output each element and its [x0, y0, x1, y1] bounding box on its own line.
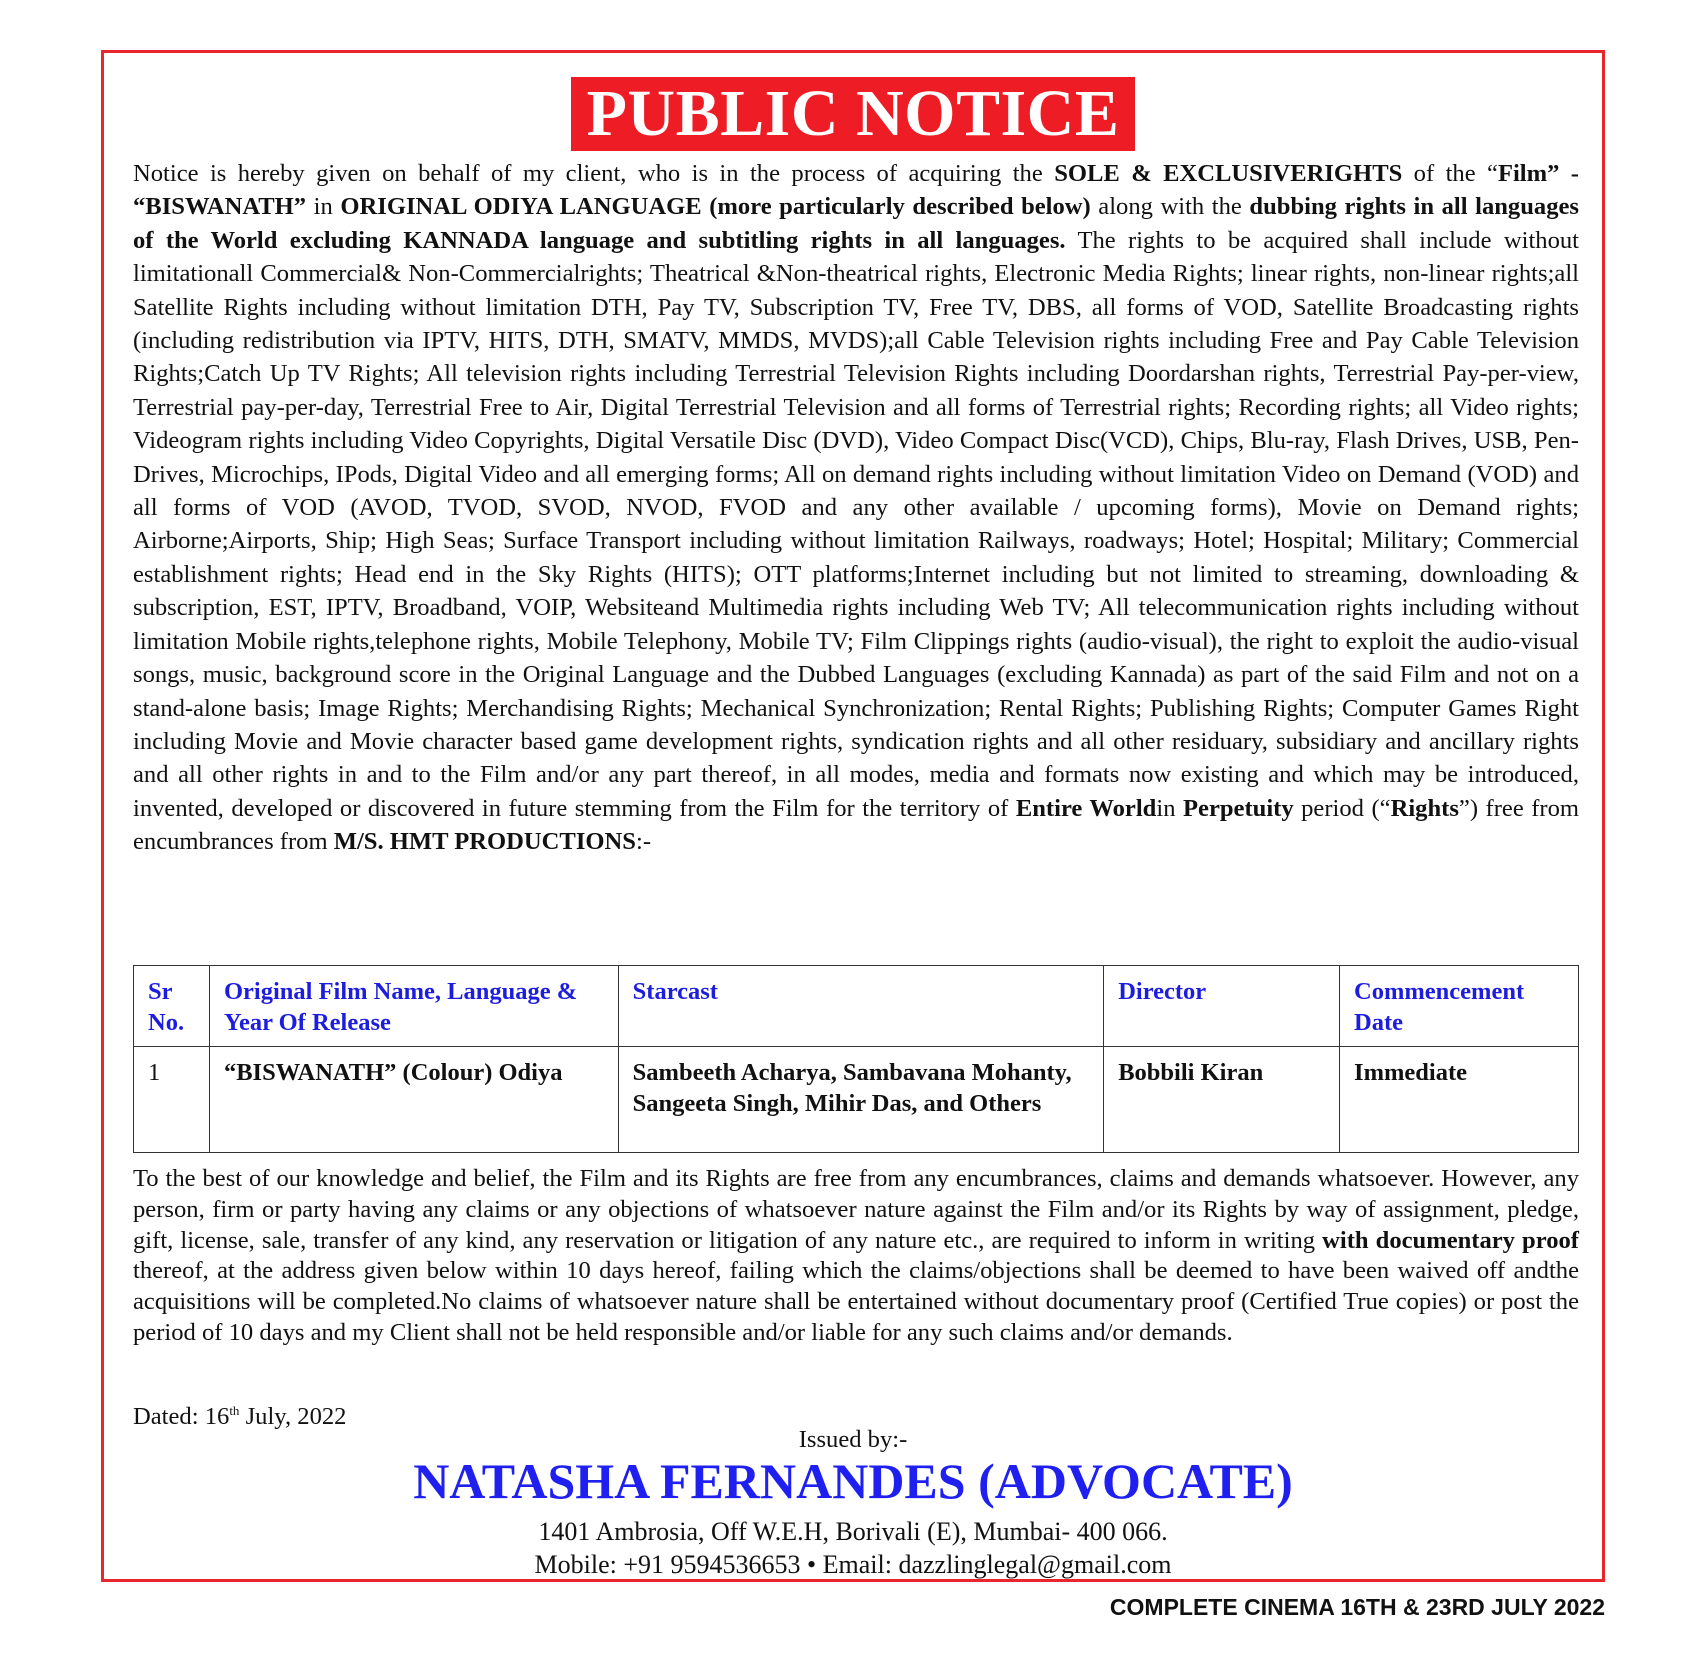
intro-text: Notice is hereby given on behalf of my client, who is in the process of acquiring the	[133, 160, 1055, 187]
title-wrap	[104, 77, 1602, 151]
header-sr: Sr No.	[134, 966, 210, 1047]
publication-footer: COMPLETE CINEMA 16TH & 23RD JULY 2022	[1109, 1594, 1605, 1620]
intro-bold: Film” - “BISWANATH”	[133, 160, 1580, 221]
intro-text: in	[1156, 794, 1183, 822]
dated-rest: July, 2022	[239, 1403, 347, 1430]
intro-bold: Perpetuity	[1183, 794, 1294, 822]
claims-bold: with documentary proof	[1322, 1226, 1579, 1254]
cell-director: Bobbili Kiran	[1104, 1047, 1340, 1153]
table-row	[134, 1047, 1579, 1153]
intro-bold: Entire World	[1015, 794, 1157, 822]
intro-text: ”) free from encumbrances from	[133, 794, 1580, 856]
table-header-row	[134, 966, 1579, 1047]
address-line: 1401 Ambrosia, Off W.E.H, Borivali (E), Mumbai- 400 066.	[538, 1517, 1168, 1546]
intro-text: The rights to be acquired shall include without limitationall Commercial& Non-Commercialrights; Theatrical &Non-theatrical rights, Electronic Media Rights; linear rights, non-linear rights;all Satellite Rights including without limitation DTH, Pay TV, Subscription TV, Free TV, DBS, all forms of VOD, Satellite Broadcasting rights (including redistribution via IPTV, HITS, DTH, SMATV, MMDS, MVDS);all Cable Television rights including Free and Pay Cable Television Rights;Catch Up TV Rights; All television rights including Terrestrial Television Rights including Doordarshan rights, Terrestrial Pay-per-view, Terrestrial pay-per-day, Terrestrial Free to Air, Digital Terrestrial Television and all forms of Terrestrial rights; Recording rights; all Video rights; Videogram rights including Video Copyrights, Digital Versatile Disc (DVD), Video Compact Disc(VCD), Chips, Blu-ray, Flash Drives, USB, Pen- Drives, Microchips, IPods, Digital Video and all emerging forms; All on demand rights including without limitation Video on Demand (VOD) and all forms of VOD (AVOD, TVOD, SVOD, NVOD, FVOD and any other available / upcoming forms), Movie on Demand rights; Airborne;Airports, Ship; High Seas; Surface Transport including without limitation Railways, roadways; Hotel; Hospital; Military; Commercial establishment rights; Head end in the Sky Rights (HITS); OTT platforms;Internet including but not limited to streaming, downloading & subscription, EST, IPTV, Broadband, VOIP, Websiteand Multimedia rights including Web TV; All telecommunication rights including without limitation Mobile rights,telephone rights, Mobile Telephony, Mobile TV; Film Clippings rights (audio-visual), the right to exploit the audio-visual songs, music, background score in the Original Language and the Dubbed Languages (excluding Kannada) as part of the said Film and not on a stand-alone basis; Image Rights; Merchandising Rights; Mechanical Synchronization; Rental Rights; Publishing Rights; Computer Games Right including Movie and Movie character based game development rights, syndication rights and all other residuary, subsidiary and ancillary rights and all other rights in and to the Film and/or any part thereof, in all modes, media and formats now existing and which may be introduced, invented, developed or discovered in future stemming from the Film for the territory of	[133, 226, 1579, 822]
cell-date: Immediate	[1340, 1047, 1579, 1153]
notice-frame	[101, 50, 1605, 1582]
cell-starcast: Sambeeth Acharya, Sambavana Mohanty, Sangeeta Singh, Mihir Das, and Others	[618, 1047, 1104, 1153]
dated-ordinal: th	[229, 1403, 240, 1418]
header-film: Original Film Name, Language & Year Of Release	[209, 966, 618, 1047]
header-date: Commencement Date	[1340, 966, 1579, 1047]
claims-text: To the best of our knowledge and belief, the Film and its Rights are free from any encumbrances, claims and demands whatsoever. However, any person, firm or party having any claims or any objections of whatsoever nature against the Film and/or its Rights by way of assignment, pledge, gift, license, sale, transfer of any kind, any reservation or litigation of any nature etc., are required to inform in writing	[133, 1165, 1579, 1254]
intro-bold: dubbing rights in all languages of the World excluding KANNADA language and subtitling rights in all languages.	[133, 193, 1579, 254]
notice-title: PUBLIC NOTICE	[571, 77, 1136, 151]
intro-bold: SOLE & EXCLUSIVERIGHTS	[1054, 160, 1403, 187]
intro-text: period (“	[1293, 794, 1391, 822]
contact-line: Mobile: +91 9594536653 • Email: dazzlinglegal@gmail.com	[534, 1550, 1172, 1579]
cell-film: “BISWANATH” (Colour) Odiya	[209, 1047, 618, 1153]
notice-body	[133, 157, 1579, 859]
claims-paragraph	[133, 1164, 1579, 1349]
header-director: Director	[1104, 966, 1340, 1047]
contact-block	[104, 1515, 1602, 1581]
dated-prefix: Dated: 16	[133, 1403, 230, 1430]
claims-text: thereof, at the address given below within 10 days hereof, failing which the claims/objections shall be deemed to have been waived off andthe acquisitions will be completed.No claims of whatsoever nature shall be entertained without documentary proof (Certified True copies) or post the period of 10 days and my Client shall not be held responsible and/or liable for any such claims and/or demands.	[133, 1257, 1579, 1346]
issued-by: Issued by:-	[798, 1426, 908, 1453]
intro-text: in	[306, 193, 341, 221]
intro-bold: ORIGINAL ODIYA LANGUAGE (more particularly described below)	[340, 193, 1091, 221]
intro-text: of the “	[1402, 160, 1498, 187]
intro-text: :-	[635, 828, 652, 856]
intro-bold: Rights	[1390, 794, 1459, 822]
advocate-name: NATASHA FERNANDES (ADVOCATE)	[413, 1453, 1293, 1509]
intro-text: along with the	[1090, 193, 1250, 221]
cell-sr: 1	[134, 1047, 210, 1153]
header-starcast: Starcast	[618, 966, 1104, 1047]
film-table	[133, 965, 1579, 1153]
intro-bold: M/S. HMT PRODUCTIONS	[333, 828, 636, 856]
